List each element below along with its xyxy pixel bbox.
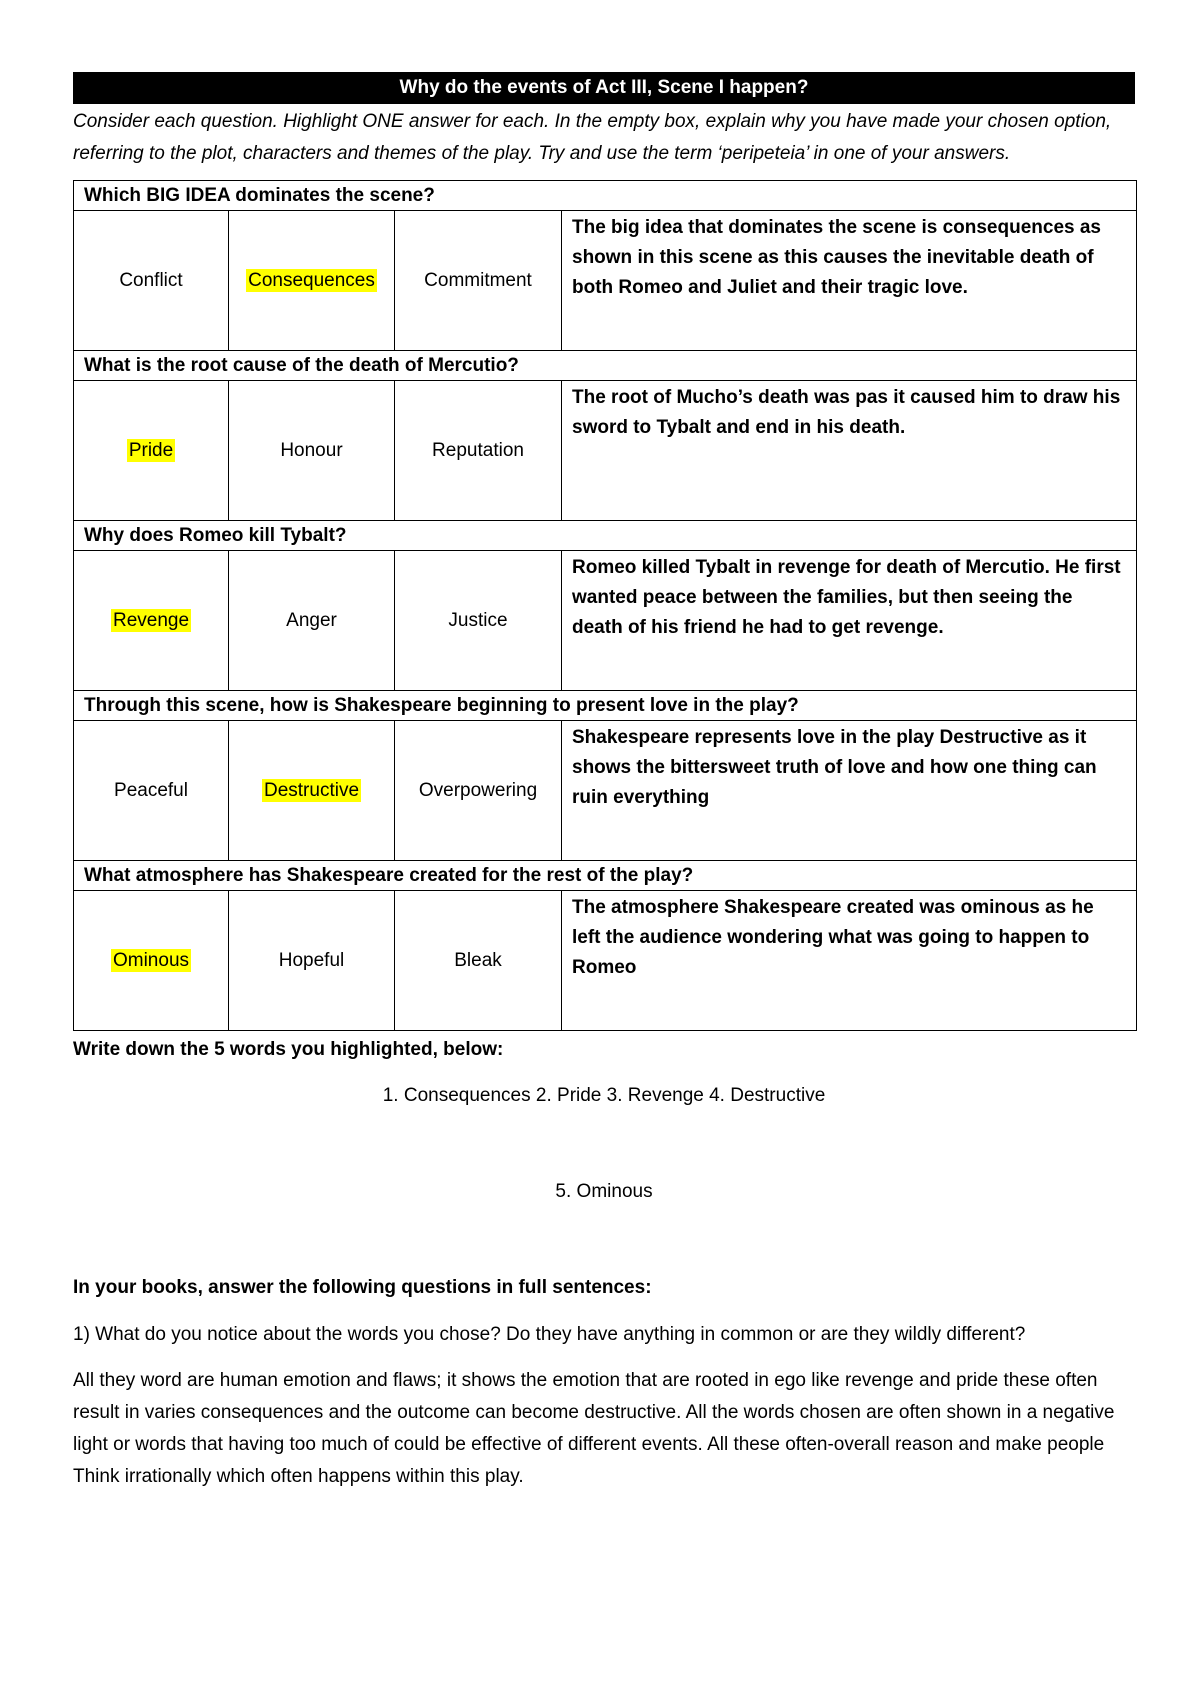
question-row [74,351,1137,381]
question-row [74,861,1137,891]
option-label: Peaceful [114,779,188,801]
question-text: What is the root cause of the death of Mercutio? [74,351,1137,381]
options-row [74,891,1137,1031]
option-cell[interactable] [74,721,229,861]
question-row [74,521,1137,551]
option-cell[interactable] [229,551,395,691]
instructions: Consider each question. Highlight ONE answer for each. In the empty box, explain why you have made your chosen option, referring to the plot, characters and themes of the play. Try and use the term ‘peripeteia’ in one of your answers. [73,111,1112,164]
option-cell[interactable] [74,211,229,351]
option-cell[interactable] [74,891,229,1031]
book-answer-1: All they word are human emotion and flaws; it shows the emotion that are rooted in ego like revenge and pride these often result in varies consequences and the outcome can become destructive. All the words chosen are often shown in a negative light or words that having too much of could be effective of different events. All these often-overall reason and make people Think irrationally which often happens within this play. [73,1370,1115,1487]
worksheet-page [73,72,1135,1493]
option-label: Anger [286,609,337,631]
option-cell[interactable] [395,381,562,521]
books-heading: In your books, answer the following questions in full sentences: [73,1277,652,1298]
option-label: Reputation [432,439,524,461]
option-cell[interactable] [229,211,395,351]
explanation-answer[interactable]: The big idea that dominates the scene is consequences as shown in this scene as this causes the inevitable death of both Romeo and Juliet and their tragic love. [562,211,1137,351]
book-question-1: 1) What do you notice about the words you chose? Do they have anything in common or are they wildly different? [73,1324,1026,1345]
highlighted-option: Pride [128,439,174,461]
option-label: Conflict [119,269,183,291]
write-down-label: Write down the 5 words you highlighted, below: [73,1039,504,1060]
question-row [74,181,1137,211]
after-table-section [73,1035,1135,1493]
explanation-answer[interactable]: Shakespeare represents love in the play Destructive as it shows the bittersweet truth of love and how one thing can ruin everything [562,721,1137,861]
highlighted-option: Ominous [112,949,190,971]
option-label: Commitment [424,269,532,291]
question-text: Why does Romeo kill Tybalt? [74,521,1137,551]
options-row [74,211,1137,351]
explanation-answer[interactable]: Romeo killed Tybalt in revenge for death of Mercutio. He first wanted peace between the families, but then seeing the death of his friend he had to get revenge. [562,551,1137,691]
option-cell[interactable] [395,891,562,1031]
highlighted-option: Consequences [248,269,375,291]
options-row [74,721,1137,861]
highlighted-words-line: 1. Consequences 2. Pride 3. Revenge 4. Destructive [382,1085,826,1106]
question-table [73,180,1137,1031]
option-cell[interactable] [74,551,229,691]
highlighted-word-5: 5. Ominous [555,1181,653,1202]
option-label: Hopeful [278,949,345,971]
options-row [74,551,1137,691]
question-row [74,691,1137,721]
highlighted-option: Destructive [263,779,360,801]
option-label: Justice [448,609,508,631]
option-cell[interactable] [395,551,562,691]
options-row [74,381,1137,521]
option-cell[interactable] [395,211,562,351]
explanation-answer[interactable]: The root of Mucho’s death was pas it caused him to draw his sword to Tybalt and end in his death. [562,381,1137,521]
option-label: Honour [280,439,343,461]
option-cell[interactable] [74,381,229,521]
option-label: Bleak [454,949,502,971]
question-text: Which BIG IDEA dominates the scene? [74,181,1137,211]
option-cell[interactable] [229,721,395,861]
option-cell[interactable] [229,381,395,521]
option-label: Overpowering [418,779,538,801]
explanation-answer[interactable]: The atmosphere Shakespeare created was ominous as he left the audience wondering what was going to happen to Romeo [562,891,1137,1031]
question-text: What atmosphere has Shakespeare created for the rest of the play? [74,861,1137,891]
option-cell[interactable] [229,891,395,1031]
worksheet-title: Why do the events of Act III, Scene I happen? [73,72,1135,104]
option-cell[interactable] [395,721,562,861]
question-text: Through this scene, how is Shakespeare beginning to present love in the play? [74,691,1137,721]
highlighted-option: Revenge [112,609,190,631]
